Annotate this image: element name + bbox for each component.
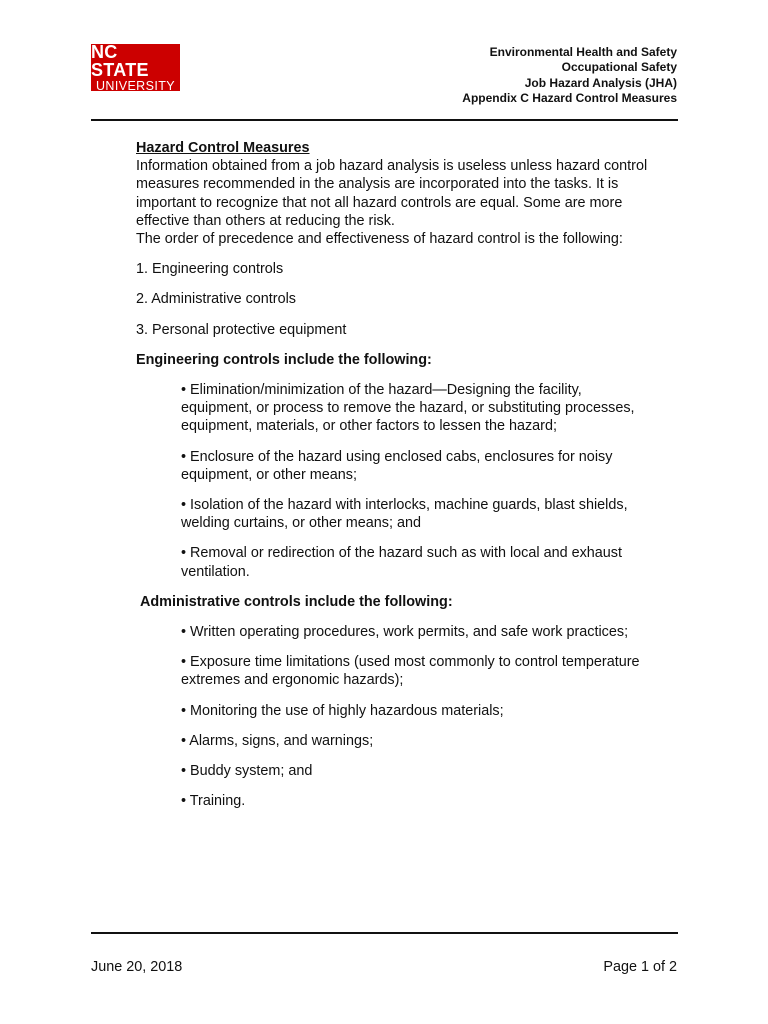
list-item-line: • Enclosure of the hazard using enclosed cabs, enclosures for noisy — [181, 448, 613, 465]
list-item-line: • Training. — [181, 793, 246, 810]
engineering-list — [136, 381, 671, 581]
intro-line: effective than others at reducing the risk. — [136, 212, 395, 229]
intro-line: The order of precedence and effectiveness of hazard control is the following: — [136, 231, 623, 248]
list-item-line: equipment, or process to remove the hazard, or substituting processes, — [181, 400, 635, 417]
list-item — [181, 496, 671, 532]
intro-line: Information obtained from a job hazard analysis is useless unless hazard control — [136, 158, 648, 175]
document-header — [462, 45, 677, 106]
list-item — [181, 653, 671, 689]
header-line-3: Job Hazard Analysis (JHA) — [524, 75, 677, 90]
list-item — [181, 544, 671, 580]
list-item-line: • Removal or redirection of the hazard such as with local and exhaust — [181, 545, 622, 562]
header-line-1: Environmental Health and Safety — [489, 45, 677, 59]
engineering-heading: Engineering controls include the following: — [136, 351, 432, 368]
list-item-line: • Exposure time limitations (used most commonly to control temperature — [181, 654, 640, 671]
logo-line-1: NC STATE — [91, 41, 149, 80]
list-item — [181, 381, 671, 436]
intro-line: measures recommended in the analysis are incorporated into the tasks. It is — [136, 176, 619, 193]
list-item — [181, 623, 671, 641]
list-item-line: ventilation. — [181, 563, 250, 580]
list-item-line: welding curtains, or other means; and — [181, 515, 421, 532]
list-item — [181, 762, 671, 780]
section-title: Hazard Control Measures — [136, 140, 310, 156]
header-line-2: Occupational Safety — [561, 60, 677, 75]
list-item-line: • Elimination/minimization of the hazard—Designing the facility, — [181, 382, 582, 399]
list-item-line: • Alarms, signs, and warnings; — [181, 732, 374, 749]
document-body — [136, 139, 671, 810]
administrative-heading: Administrative controls include the following: — [140, 593, 453, 610]
list-item-line: equipment, or other means; — [181, 466, 357, 483]
administrative-list — [136, 623, 671, 810]
footer-date: June 20, 2018 — [91, 959, 183, 975]
page-number: Page 1 of 2 — [603, 959, 677, 975]
list-item — [181, 702, 671, 720]
header-line-4: Appendix C Hazard Control Measures — [462, 90, 677, 105]
order-item: 3. Personal protective equipment — [136, 321, 347, 338]
list-item — [181, 792, 671, 810]
nc-state-logo — [91, 41, 180, 93]
list-item-line: equipment, materials, or other factors to lessen the hazard; — [181, 418, 557, 435]
list-item — [181, 448, 671, 484]
list-item-line: • Buddy system; and — [181, 763, 313, 780]
header-divider — [91, 119, 678, 121]
list-item-line: • Isolation of the hazard with interlocks, machine guards, blast shields, — [181, 497, 628, 514]
intro-line: important to recognize that not all hazard controls are equal. Some are more — [136, 194, 623, 211]
logo-line-2: UNIVERSITY — [95, 78, 175, 93]
footer-divider — [91, 932, 678, 934]
intro-paragraph — [136, 157, 671, 248]
list-item — [181, 732, 671, 750]
order-item: 2. Administrative controls — [136, 291, 296, 308]
list-item-line: • Monitoring the use of highly hazardous materials; — [181, 702, 504, 719]
list-item-line: extremes and ergonomic hazards); — [181, 672, 404, 689]
list-item-line: • Written operating procedures, work permits, and safe work practices; — [181, 624, 629, 641]
order-item: 1. Engineering controls — [136, 261, 284, 278]
